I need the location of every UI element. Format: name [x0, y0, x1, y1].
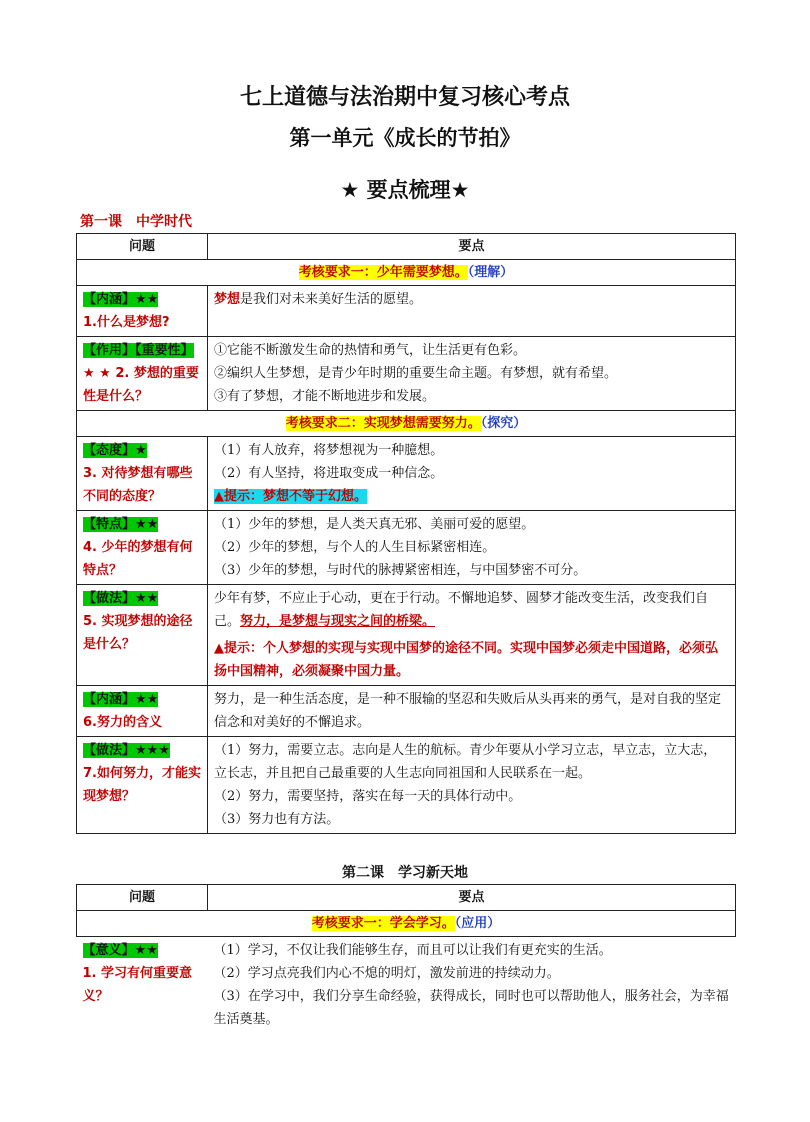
question-tag: 【做法】★★★ — [83, 743, 170, 758]
question-cell — [77, 337, 208, 411]
question-text: 1.什么是梦想? — [83, 315, 170, 330]
column-header-points: 要点 — [208, 234, 736, 260]
answer-cell — [208, 337, 736, 411]
answer-line: （3）少年的梦想，与时代的脉搏紧密相连，与中国梦密不可分。 — [214, 563, 587, 578]
question-text: 4. 少年的梦想有何特点？ — [83, 540, 193, 578]
requirement-row — [77, 911, 736, 937]
answer-line: （1）学习，不仅让我们能够生存，而且可以让我们有更充实的生活。 — [213, 943, 612, 958]
question-cell — [77, 686, 208, 737]
question-tag: 【态度】★ — [83, 443, 147, 458]
answer-line: （2）学习点亮我们内心不熄的明灯，激发前进的持续动力。 — [213, 966, 560, 981]
lesson-1-label: 第一课 中学时代 — [80, 214, 192, 230]
requirement-text: 考核要求一：少年需要梦想。 — [298, 265, 468, 280]
question-tag: 【特点】★★ — [83, 517, 159, 532]
answer-line: （2）有人坚持，将进取变成一种信念。 — [214, 466, 444, 481]
question-cell — [77, 585, 208, 686]
lesson-2-table — [76, 884, 736, 1033]
unit-subtitle: 第一单元《成长的节拍》 — [289, 126, 521, 150]
answer-line: （1）努力，需要立志。志向是人生的航标。青少年要从小学习立志，早立志，立大志，立长志，并且把自己最重要的人生志向同祖国和人民联系在一起。 — [214, 743, 717, 781]
question-tag: 【作用】【重要性】 — [83, 343, 194, 358]
question-text: 1. 学习有何重要意义？ — [82, 966, 193, 1004]
requirement-text: 考核要求二：实现梦想需要努力。 — [285, 416, 481, 431]
section-heading: ★ 要点梳理★ — [340, 178, 470, 202]
question-text: 6.努力的含义 — [83, 715, 162, 730]
answer-cell — [208, 686, 736, 737]
question-cell — [77, 937, 208, 1034]
column-header-points: 要点 — [208, 885, 736, 911]
requirement-type: （应用） — [454, 916, 501, 931]
column-header-question: 问题 — [77, 234, 208, 260]
question-tag: 【内涵】★★ — [83, 292, 159, 307]
answer-cell — [208, 437, 736, 511]
lesson-1-table — [76, 233, 736, 834]
answer-line: 努力，是一种生活态度，是一种不服输的坚忍和失败后从头再来的勇气，是对自我的坚定信念和对美好的不懈追求。 — [214, 692, 722, 730]
answer-line: （1）有人放弃，将梦想视为一种臆想。 — [214, 443, 444, 458]
lesson-2-label: 第二课 学习新天地 — [342, 865, 468, 881]
question-text: 3. 对待梦想有哪些不同的态度？ — [83, 466, 193, 504]
requirement-row — [77, 411, 736, 437]
question-tag: 【意义】★★ — [82, 943, 158, 958]
answer-line: （1）少年的梦想，是人类天真无邪、美丽可爱的愿望。 — [214, 517, 535, 532]
answer-line: ③有了梦想，才能不断地进步和发展。 — [214, 389, 436, 404]
answer-line: （3）在学习中，我们分享生命经验，获得成长，同时也可以帮助他人，服务社会，为幸福生活奠基。 — [213, 989, 729, 1027]
answer-text: 少年有梦，不应止于心动，更在于行动。不懈地追梦、圆梦才能改变生活，改变我们自己。 — [214, 591, 709, 629]
answer-line: （3）努力也有方法。 — [214, 812, 340, 827]
answer-line: ②编织人生梦想，是青少年时期的重要生命主题。有梦想，就有希望。 — [214, 366, 618, 381]
question-text: 5. 实现梦想的途径是什么？ — [83, 614, 193, 652]
answer-line: （2）少年的梦想，与个人的人生目标紧密相连。 — [214, 540, 496, 555]
question-cell — [77, 511, 208, 585]
document-title: 七上道德与法治期中复习核心考点 — [239, 85, 570, 110]
requirement-type: （探究） — [480, 416, 527, 431]
column-header-question: 问题 — [77, 885, 208, 911]
question-text: 7.如何努力，才能实现梦想？ — [83, 766, 201, 804]
tip-text: ▲提示：梦想不等于幻想。 — [214, 489, 367, 504]
requirement-row — [77, 260, 736, 286]
question-tag: 【做法】★★ — [83, 591, 159, 606]
answer-cell — [208, 737, 736, 834]
requirement-text: 考核要求一：学会学习。 — [311, 916, 455, 931]
answer-text: 是我们对未来美好生活的愿望。 — [240, 292, 423, 307]
keyword-underlined: 努力，是梦想与现实之间的桥梁。 — [240, 614, 436, 629]
keyword: 梦想 — [214, 292, 241, 307]
answer-cell — [208, 511, 736, 585]
question-cell — [77, 737, 208, 834]
answer-cell — [208, 585, 736, 686]
answer-line: ①它能不断激发生命的热情和勇气，让生活更有色彩。 — [214, 343, 527, 358]
answer-line: （2）努力，需要坚持，落实在每一天的具体行动中。 — [214, 789, 522, 804]
requirement-type: （理解） — [467, 265, 514, 280]
tip-text: ▲提示：个人梦想的实现与实现中国梦的途径不同。实现中国梦必须走中国道路，必须弘扬中国精神，必须凝聚中国力量。 — [214, 641, 718, 679]
answer-cell — [208, 937, 736, 1034]
question-cell — [77, 437, 208, 511]
question-cell — [77, 286, 208, 337]
question-text: ★ ★ 2. 梦想的重要性是什么？ — [83, 366, 199, 404]
answer-cell — [208, 286, 736, 337]
question-tag: 【内涵】★★ — [83, 692, 159, 707]
